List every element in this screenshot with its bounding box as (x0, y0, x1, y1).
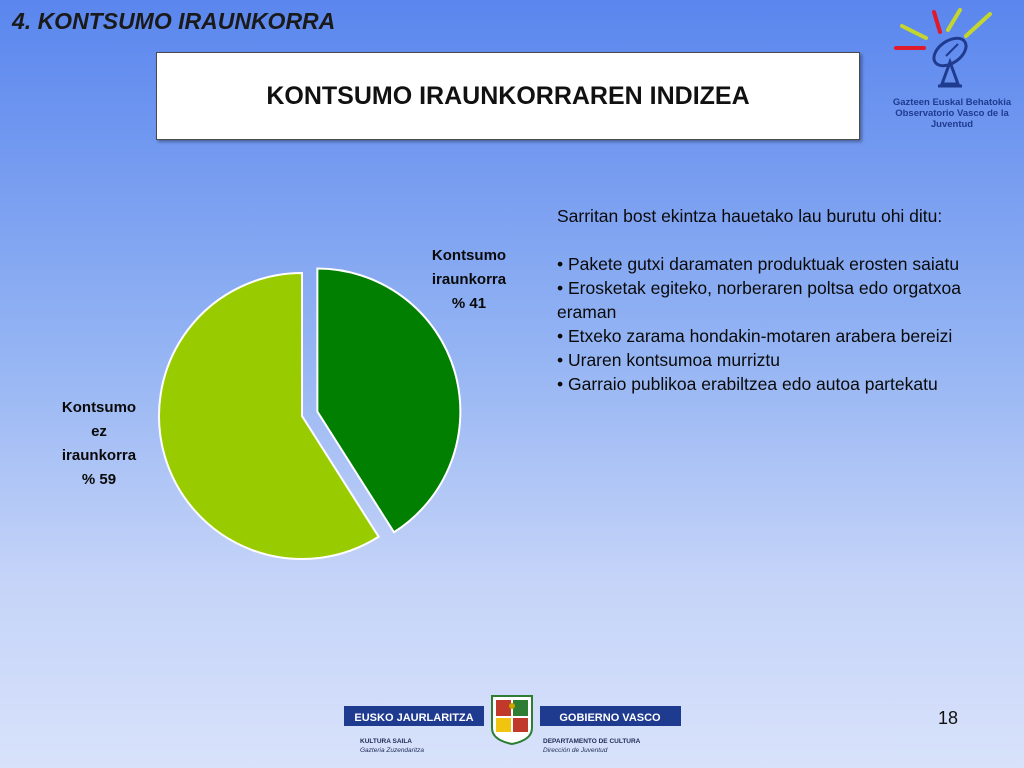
logo-line-spanish: Observatorio Vasco de la Juventud (895, 108, 1009, 130)
footer-dept-basque: KULTURA SAILA (360, 738, 412, 745)
pie-slice-label-1 (40, 396, 158, 492)
pie-slice-label-line: ez (91, 423, 107, 440)
pie-slice-label-line: iraunkorra (61, 447, 137, 464)
slide-title-box (156, 52, 860, 140)
pie-slice-label-0 (410, 244, 528, 316)
footer-direction-basque: Gazteria Zuzendaritza (360, 747, 424, 754)
list-item: • Erosketak egiteko, norberaren poltsa edo orgatxoa eraman (557, 278, 962, 322)
pie-slice-label-line: % 59 (81, 471, 117, 488)
pie-slice-label-line: iraunkorra (431, 271, 507, 288)
list-item: • Garraio publikoa erabiltzea edo autoa partekatu (557, 374, 938, 394)
footer-text-left (360, 737, 424, 755)
footer-banner-left: EUSKO JAURLARITZA (354, 712, 474, 724)
footer-direction-spanish: Dirección de Juventud (543, 747, 608, 754)
slide-title: KONTSUMO IRAUNKORRAREN INDIZEA (266, 81, 750, 110)
footer-banner-right: GOBIERNO VASCO (559, 712, 661, 724)
page-number: 18 (938, 708, 959, 728)
text-panel (557, 204, 962, 396)
pie-chart (0, 150, 540, 600)
text-panel-intro: Sarritan bost ekintza hauetako lau burutu ohi ditu: (557, 206, 943, 226)
footer-text-right (543, 737, 640, 755)
pie-slice-label-line: Kontsumo (61, 399, 137, 416)
pie-slice-label-line: % 41 (451, 295, 487, 312)
logo-line-basque: Gazteen Euskal Behatokia (892, 97, 1012, 108)
list-item: • Uraren kontsumoa murriztu (557, 350, 781, 370)
list-item: • Etxeko zarama hondakin-motaren arabera bereizi (557, 326, 953, 346)
footer-dept-spanish: DEPARTAMENTO DE CULTURA (543, 738, 641, 745)
list-item: • Pakete gutxi daramaten produktuak erosten saiatu (557, 254, 960, 274)
pie-slice-label-line: Kontsumo (431, 247, 507, 264)
bullet-list (557, 252, 962, 396)
pie-chart-svg (0, 150, 540, 600)
section-title: 4. KONTSUMO IRAUNKORRA (12, 8, 336, 34)
